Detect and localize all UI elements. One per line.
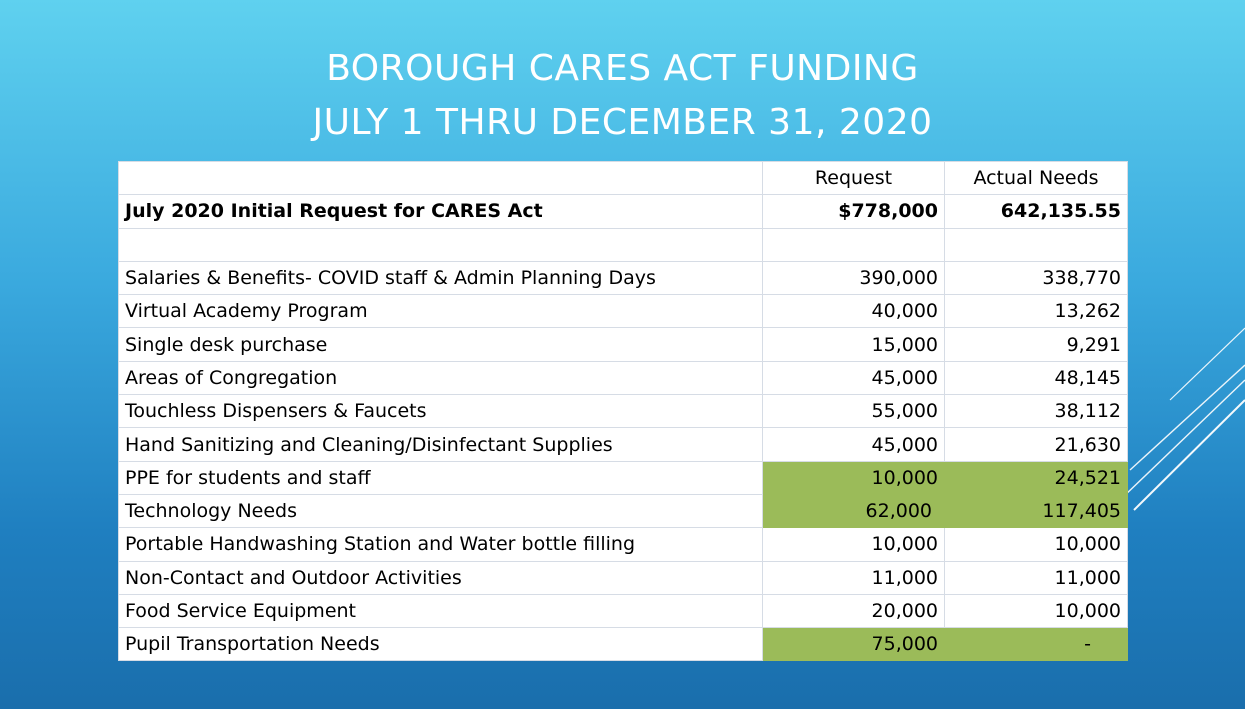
- funding-table: [118, 161, 1128, 661]
- summary-label: July 2020 Initial Request for CARES Act: [119, 195, 763, 228]
- row-actual: -: [945, 628, 1128, 661]
- row-request: 10,000: [763, 461, 945, 494]
- row-label: Pupil Transportation Needs: [119, 628, 763, 661]
- row-request: 40,000: [763, 295, 945, 328]
- table-row: [119, 261, 1128, 294]
- row-label: Virtual Academy Program: [119, 295, 763, 328]
- row-request: 45,000: [763, 361, 945, 394]
- row-request: 10,000: [763, 528, 945, 561]
- table-row: [119, 395, 1128, 428]
- row-label: Single desk purchase: [119, 328, 763, 361]
- row-label: PPE for students and staff: [119, 461, 763, 494]
- spacer-cell: [119, 228, 763, 261]
- table-row: [119, 428, 1128, 461]
- table-row: [119, 494, 1128, 527]
- row-request: 390,000: [763, 261, 945, 294]
- table-row: [119, 528, 1128, 561]
- row-label: Touchless Dispensers & Faucets: [119, 395, 763, 428]
- title-line-2: JULY 1 THRU DECEMBER 31, 2020: [312, 102, 933, 143]
- slide-title: [0, 42, 1245, 150]
- header-request: Request: [763, 162, 945, 195]
- row-request: 15,000: [763, 328, 945, 361]
- row-actual: 13,262: [945, 295, 1128, 328]
- table-row: [119, 594, 1128, 627]
- row-label: Non-Contact and Outdoor Activities: [119, 561, 763, 594]
- row-label: Salaries & Benefits- COVID staff & Admin Planning Days: [119, 261, 763, 294]
- row-request: 55,000: [763, 395, 945, 428]
- header-label: [119, 162, 763, 195]
- summary-actual: 642,135.55: [945, 195, 1128, 228]
- row-actual: 117,405: [945, 494, 1128, 527]
- summary-request: $778,000: [763, 195, 945, 228]
- row-actual: 11,000: [945, 561, 1128, 594]
- table-row: [119, 461, 1128, 494]
- decorative-lines-icon: [1120, 310, 1245, 520]
- row-request: 75,000: [763, 628, 945, 661]
- header-row: [119, 162, 1128, 195]
- row-actual: 9,291: [945, 328, 1128, 361]
- row-actual: 10,000: [945, 594, 1128, 627]
- row-label: Areas of Congregation: [119, 361, 763, 394]
- row-label: Food Service Equipment: [119, 594, 763, 627]
- row-actual: 38,112: [945, 395, 1128, 428]
- row-request: 62,000: [763, 494, 945, 527]
- title-line-1: BOROUGH CARES ACT FUNDING: [326, 48, 919, 89]
- spacer-row: [119, 228, 1128, 261]
- row-actual: 24,521: [945, 461, 1128, 494]
- row-request: 11,000: [763, 561, 945, 594]
- row-label: Portable Handwashing Station and Water bottle filling: [119, 528, 763, 561]
- row-label: Technology Needs: [119, 494, 763, 527]
- table-row: [119, 295, 1128, 328]
- row-actual: 338,770: [945, 261, 1128, 294]
- table-row: [119, 361, 1128, 394]
- row-actual: 48,145: [945, 361, 1128, 394]
- table-row: [119, 628, 1128, 661]
- header-actual: Actual Needs: [945, 162, 1128, 195]
- table-row: [119, 328, 1128, 361]
- spacer-cell: [945, 228, 1128, 261]
- row-actual: 21,630: [945, 428, 1128, 461]
- row-request: 20,000: [763, 594, 945, 627]
- summary-row: [119, 195, 1128, 228]
- row-actual: 10,000: [945, 528, 1128, 561]
- table-row: [119, 561, 1128, 594]
- spacer-cell: [763, 228, 945, 261]
- row-request: 45,000: [763, 428, 945, 461]
- row-label: Hand Sanitizing and Cleaning/Disinfectant Supplies: [119, 428, 763, 461]
